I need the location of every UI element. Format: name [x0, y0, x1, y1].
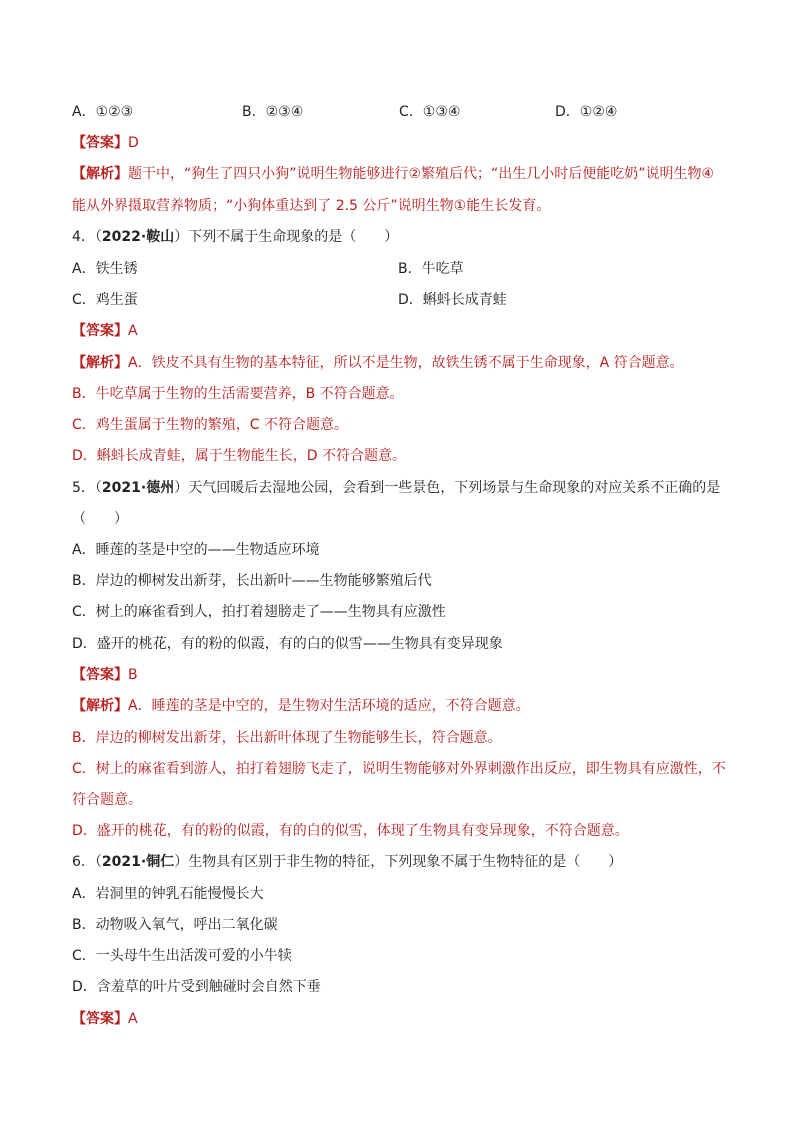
q6-option-d: D．含羞草的叶片受到触碰时会自然下垂 — [72, 979, 321, 995]
question-text: ）生物具有区别于非生物的特征，下列现象不属于生物特征的是（ ） — [174, 854, 623, 870]
q4-analysis-line3: C．鸡生蛋属于生物的繁殖，C 不符合题意。 — [72, 417, 348, 433]
q5-analysis-line3: C．树上的麻雀看到游人，拍打着翅膀飞走了，说明生物能够对外界刺激作出反应，即生物具有应激性，不 — [72, 761, 726, 777]
q5-option-c: C．树上的麻雀看到人，拍打着翅膀走了——生物具有应激性 — [72, 604, 446, 620]
q6-option-c: C．一头母牛生出活泼可爱的小牛犊 — [72, 948, 292, 964]
analysis-text: 题干中，“狗生了四只小狗”说明生物能够进行②繁殖后代；“出生几小时后便能吃奶”说明生物④ — [128, 166, 715, 182]
q6-stem — [72, 852, 622, 872]
analysis-tag: 【解析】 — [72, 355, 128, 371]
q4-option-a: A．铁生锈 — [72, 261, 138, 277]
q5-option-b: B．岸边的柳树发出新芽，长出新叶——生物能够繁殖后代 — [72, 573, 432, 589]
q4-analysis-line2: B．牛吃草属于生物的生活需要营养，B 不符合题意。 — [72, 386, 404, 402]
q5-analysis-line4: 符合题意。 — [72, 792, 142, 808]
q6-answer — [72, 1009, 138, 1029]
q5-stem — [72, 478, 720, 498]
q3-option-a: A．①②③ — [72, 104, 134, 120]
analysis-text: A．睡莲的茎是中空的，是生物对生活环境的适应，不符合题意。 — [128, 698, 530, 714]
q5-analysis-line5: D．盛开的桃花，有的粉的似霞，有的白的似雪，体现了生物具有变异现象，不符合题意。 — [72, 823, 629, 839]
q5-stem-continued: （ ） — [72, 511, 128, 527]
answer-tag: 【答案】 — [72, 323, 128, 339]
question-number: 6．（ — [72, 854, 102, 870]
answer-tag: 【答案】 — [72, 667, 128, 683]
q4-option-c: C．鸡生蛋 — [72, 292, 138, 308]
q6-option-a: A．岩洞里的钟乳石能慢慢长大 — [72, 886, 264, 902]
q5-option-a: A．睡莲的茎是中空的——生物适应环境 — [72, 542, 320, 558]
answer-value: A — [128, 1011, 138, 1027]
analysis-text: A．铁皮不具有生物的基本特征，所以不是生物，故铁生锈不属于生命现象，A 符合题意。 — [128, 355, 684, 371]
question-source: 2021·铜仁 — [101, 854, 175, 870]
q4-option-b: B．牛吃草 — [398, 261, 464, 277]
q3-answer — [72, 133, 139, 153]
question-number: 4．（ — [72, 229, 102, 245]
q3-analysis-line1 — [72, 164, 714, 184]
q3-option-d: D．①②④ — [555, 104, 618, 120]
q6-option-b: B．动物吸入氧气，呼出二氧化碳 — [72, 917, 278, 933]
q5-analysis-line2: B．岸边的柳树发出新芽，长出新叶体现了生物能够生长，符合题意。 — [72, 730, 502, 746]
answer-value: A — [128, 323, 138, 339]
q4-analysis-line1 — [72, 353, 684, 373]
answer-tag: 【答案】 — [72, 135, 128, 151]
q4-option-d: D．蝌蚪长成青蛙 — [398, 292, 507, 308]
question-text: ）下列不属于生命现象的是（ ） — [174, 229, 399, 245]
q4-answer — [72, 321, 138, 341]
q3-analysis-line2: 能从外界摄取营养物质；“小狗体重达到了 2.5 公斤”说明生物①能生长发育。 — [72, 198, 551, 214]
answer-value: D — [128, 135, 139, 151]
analysis-tag: 【解析】 — [72, 166, 128, 182]
question-source: 2021·德州 — [101, 480, 175, 496]
q3-option-c: C．①③④ — [399, 104, 461, 120]
q5-analysis-line1 — [72, 696, 530, 716]
q4-analysis-line4: D．蝌蚪长成青蛙，属于生物能生长，D 不符合题意。 — [72, 448, 407, 464]
question-number: 5．（ — [72, 480, 102, 496]
q5-answer — [72, 665, 138, 685]
analysis-tag: 【解析】 — [72, 698, 128, 714]
q3-option-b: B．②③④ — [242, 104, 304, 120]
answer-value: B — [128, 667, 138, 683]
q5-option-d: D．盛开的桃花，有的粉的似霞，有的白的似雪——生物具有变异现象 — [72, 636, 503, 652]
answer-tag: 【答案】 — [72, 1011, 128, 1027]
question-source: 2022·鞍山 — [101, 229, 175, 245]
q4-stem — [72, 227, 398, 247]
question-text: ）天气回暖后去湿地公园，会看到一些景色，下列场景与生命现象的对应关系不正确的是 — [174, 480, 721, 496]
